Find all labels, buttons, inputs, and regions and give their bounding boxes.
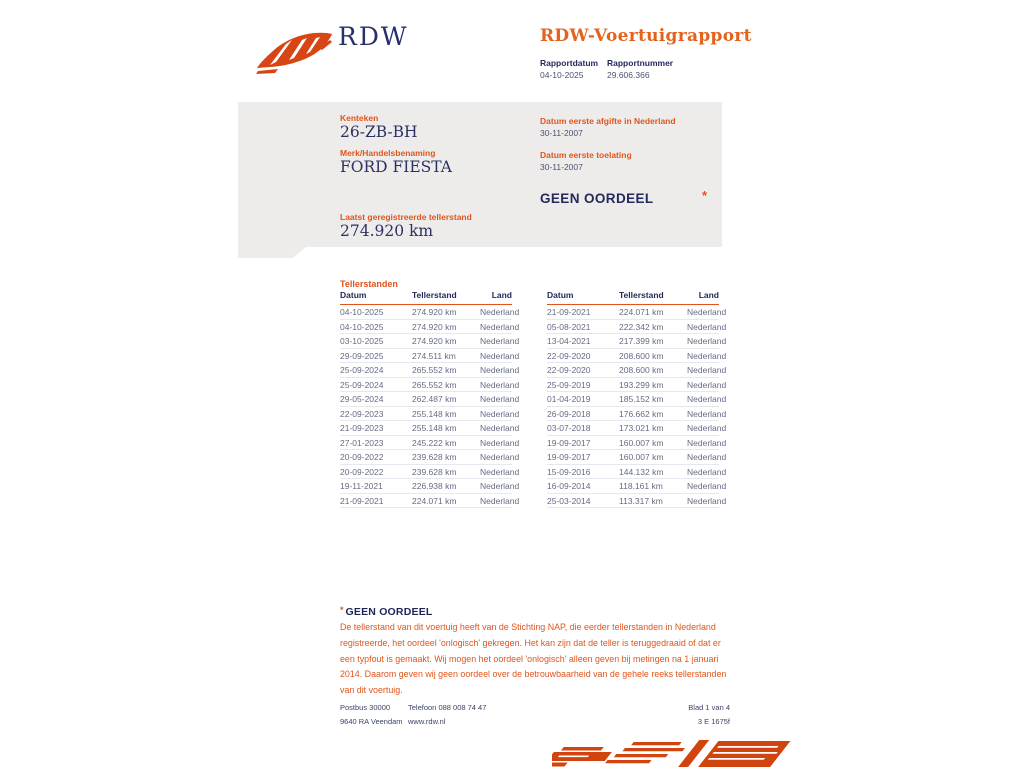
report-date-value: 04-10-2025: [540, 70, 584, 80]
cell-land: Nederland: [480, 495, 520, 506]
table-row: [340, 320, 520, 335]
table-row: [547, 378, 727, 393]
cell-datum: 20-09-2022: [340, 452, 384, 462]
table-row: [547, 407, 727, 422]
cell-datum: 03-10-2025: [340, 336, 384, 346]
table-row: [340, 450, 520, 465]
table-row: [340, 465, 520, 480]
cell-land: Nederland: [687, 365, 727, 375]
table-row: [547, 479, 727, 494]
document-title: RDW-Voertuigrapport: [540, 26, 752, 46]
cell-land: Nederland: [687, 481, 727, 491]
footer-website: www.rdw.nl: [408, 717, 446, 726]
table-row: [547, 494, 727, 509]
table-row: [547, 436, 727, 451]
table-row: [547, 349, 727, 364]
report-date-label: Rapportdatum: [540, 58, 599, 68]
cell-tellerstand: 262.487 km: [412, 394, 457, 404]
tellerstanden-table-right: [547, 290, 727, 508]
cell-tellerstand: 274.920 km: [412, 336, 457, 346]
cell-datum: 21-09-2021: [547, 307, 591, 317]
cell-land: Nederland: [480, 365, 520, 375]
cell-tellerstand: 144.132 km: [619, 466, 664, 477]
table-row: [340, 392, 520, 407]
cell-tellerstand: 208.600 km: [619, 350, 664, 361]
cell-tellerstand: 255.148 km: [412, 423, 457, 433]
cell-datum: 13-04-2021: [547, 336, 591, 346]
cell-datum: 19-09-2017: [547, 437, 591, 448]
table-row: [340, 479, 520, 494]
cell-land: Nederland: [687, 437, 727, 448]
cell-datum: 25-03-2014: [547, 495, 591, 506]
table-row: [340, 494, 520, 509]
table-row: [547, 465, 727, 480]
cell-tellerstand: 208.600 km: [619, 365, 664, 375]
cell-datum: 19-11-2021: [340, 481, 383, 491]
cell-datum: 29-09-2025: [340, 350, 384, 361]
cell-datum: 25-09-2024: [340, 365, 384, 375]
tellerstanden-heading: Tellerstanden: [340, 279, 398, 289]
rdw-feather-logo-icon: [256, 30, 336, 74]
cell-tellerstand: 185.152 km: [619, 394, 664, 404]
note-body: De tellerstand van dit voertuig heeft van de Stichting NAP, die eerder tellerstanden in Nederland registreerde, het oordeel 'onlogisch' gekregen. Het kan zijn dat de teller is teruggedraaid of dat er een typfout is gemaakt. Wij mogen het oordeel 'onlogisch' alleen geven bij metingen na 1 januari 2014. Daarom geven wij geen oordeel over de betrouwbaarheid van de gehele reeks tellerstanden van dit voertuig.: [340, 622, 727, 696]
cell-datum: 01-04-2019: [547, 394, 591, 404]
cell-datum: 22-09-2023: [340, 408, 384, 419]
table-row: [340, 421, 520, 436]
oordeel-value: GEEN OORDEEL: [540, 191, 654, 206]
footer-address-line1: Postbus 30000: [340, 703, 391, 712]
cell-tellerstand: 239.628 km: [412, 452, 457, 462]
eerste-toelating-value: 30-11-2007: [540, 162, 583, 172]
eerste-toelating-label: Datum eerste toelating: [540, 150, 632, 160]
cell-tellerstand: 217.399 km: [619, 336, 664, 346]
cell-datum: 04-10-2025: [340, 321, 384, 332]
note-asterisk: *: [340, 605, 344, 615]
table-row: [547, 392, 727, 407]
cell-datum: 22-09-2020: [547, 350, 591, 361]
cell-tellerstand: 224.071 km: [619, 307, 664, 317]
cell-land: Nederland: [480, 452, 520, 462]
laatste-tellerstand-value: 274.920 km: [340, 222, 434, 240]
col-land: Land: [698, 290, 719, 300]
laatste-tellerstand-label: Laatst geregistreerde tellerstand: [340, 212, 472, 222]
table-row: [547, 450, 727, 465]
merk-label: Merk/Handelsbenaming: [340, 148, 436, 158]
col-tellerstand: Tellerstand: [412, 290, 457, 300]
cell-datum: 04-10-2025: [340, 307, 384, 317]
cell-tellerstand: 160.007 km: [619, 437, 664, 448]
table-row: [547, 334, 727, 349]
cell-datum: 26-09-2018: [547, 408, 591, 419]
cell-land: Nederland: [480, 408, 520, 419]
footer-stripes-graphic-icon: [552, 739, 797, 768]
cell-tellerstand: 274.920 km: [412, 307, 457, 317]
table-row: [340, 305, 520, 320]
cell-tellerstand: 245.222 km: [412, 437, 457, 448]
table-row: [340, 363, 520, 378]
cell-land: Nederland: [687, 408, 727, 419]
cell-datum: 25-09-2019: [547, 379, 591, 390]
cell-tellerstand: 224.071 km: [412, 495, 457, 506]
table-header: [547, 290, 719, 305]
kenteken-label: Kenteken: [340, 113, 379, 123]
table-row: [340, 378, 520, 393]
table-row: [340, 436, 520, 451]
col-datum: Datum: [547, 290, 574, 300]
footer-phone: Telefoon 088 008 74 47: [408, 703, 487, 712]
cell-land: Nederland: [480, 350, 520, 361]
eerste-afgifte-value: 30-11-2007: [540, 128, 583, 138]
col-datum: Datum: [340, 290, 367, 300]
cell-tellerstand: 274.511 km: [412, 350, 456, 361]
cell-datum: 03-07-2018: [547, 423, 591, 433]
table-row: [547, 305, 727, 320]
cell-tellerstand: 239.628 km: [412, 466, 457, 477]
cell-land: Nederland: [480, 423, 520, 433]
cell-tellerstand: 265.552 km: [412, 365, 457, 375]
cell-tellerstand: 222.342 km: [619, 321, 664, 332]
merk-value: FORD FIESTA: [340, 158, 452, 176]
cell-datum: 16-09-2014: [547, 481, 591, 491]
cell-datum: 05-08-2021: [547, 321, 591, 332]
cell-tellerstand: 118.161 km: [619, 481, 663, 491]
cell-tellerstand: 226.938 km: [412, 481, 457, 491]
table-row: [547, 421, 727, 436]
table-row: [547, 363, 727, 378]
table-row: [340, 407, 520, 422]
cell-land: Nederland: [480, 394, 520, 404]
col-tellerstand: Tellerstand: [619, 290, 664, 300]
footer-page-number: Blad 1 van 4: [688, 703, 730, 712]
note-heading: [340, 605, 433, 618]
cell-land: Nederland: [687, 321, 727, 332]
panel-corner-tab: [238, 247, 306, 258]
cell-land: Nederland: [687, 423, 727, 433]
table-row: [340, 349, 520, 364]
cell-land: Nederland: [480, 336, 520, 346]
cell-datum: 21-09-2023: [340, 423, 384, 433]
report-number-value: 29.606.366: [607, 70, 650, 80]
cell-land: Nederland: [480, 307, 520, 317]
cell-land: Nederland: [687, 394, 727, 404]
cell-datum: 21-09-2021: [340, 495, 384, 506]
cell-datum: 29-05-2024: [340, 394, 384, 404]
cell-datum: 15-09-2016: [547, 466, 591, 477]
note-title: GEEN OORDEEL: [345, 606, 433, 618]
footer-address-line2: 9640 RA Veendam: [340, 717, 403, 726]
cell-land: Nederland: [480, 321, 520, 332]
cell-land: Nederland: [687, 379, 727, 390]
kenteken-value: 26-ZB-BH: [340, 123, 418, 141]
cell-land: Nederland: [480, 437, 520, 448]
cell-tellerstand: 265.552 km: [412, 379, 457, 390]
eerste-afgifte-label: Datum eerste afgifte in Nederland: [540, 116, 676, 126]
table-row: [547, 320, 727, 335]
cell-land: Nederland: [480, 379, 520, 390]
cell-land: Nederland: [687, 336, 727, 346]
cell-datum: 19-09-2017: [547, 452, 591, 462]
report-number-label: Rapportnummer: [607, 58, 674, 68]
cell-datum: 22-09-2020: [547, 365, 591, 375]
cell-tellerstand: 173.021 km: [619, 423, 664, 433]
cell-tellerstand: 176.662 km: [619, 408, 664, 419]
table-row: [340, 334, 520, 349]
cell-land: Nederland: [687, 495, 727, 506]
col-land: Land: [491, 290, 512, 300]
cell-land: Nederland: [687, 350, 727, 361]
cell-tellerstand: 160.007 km: [619, 452, 664, 462]
cell-land: Nederland: [687, 452, 727, 462]
cell-datum: 27-01-2023: [340, 437, 384, 448]
cell-tellerstand: 113.317 km: [619, 495, 663, 506]
cell-land: Nederland: [480, 466, 520, 477]
footer-form-code: 3 E 1675f: [697, 717, 730, 726]
cell-tellerstand: 193.299 km: [619, 379, 664, 390]
tellerstanden-table-left: [340, 290, 520, 508]
cell-tellerstand: 255.148 km: [412, 408, 457, 419]
cell-land: Nederland: [687, 307, 727, 317]
cell-land: Nederland: [480, 481, 520, 491]
cell-land: Nederland: [687, 466, 727, 477]
cell-datum: 25-09-2024: [340, 379, 384, 390]
table-header: [340, 290, 512, 305]
cell-datum: 20-09-2022: [340, 466, 384, 477]
logo-wordmark: RDW: [338, 22, 409, 51]
oordeel-asterisk: *: [702, 188, 708, 203]
cell-tellerstand: 274.920 km: [412, 321, 457, 332]
